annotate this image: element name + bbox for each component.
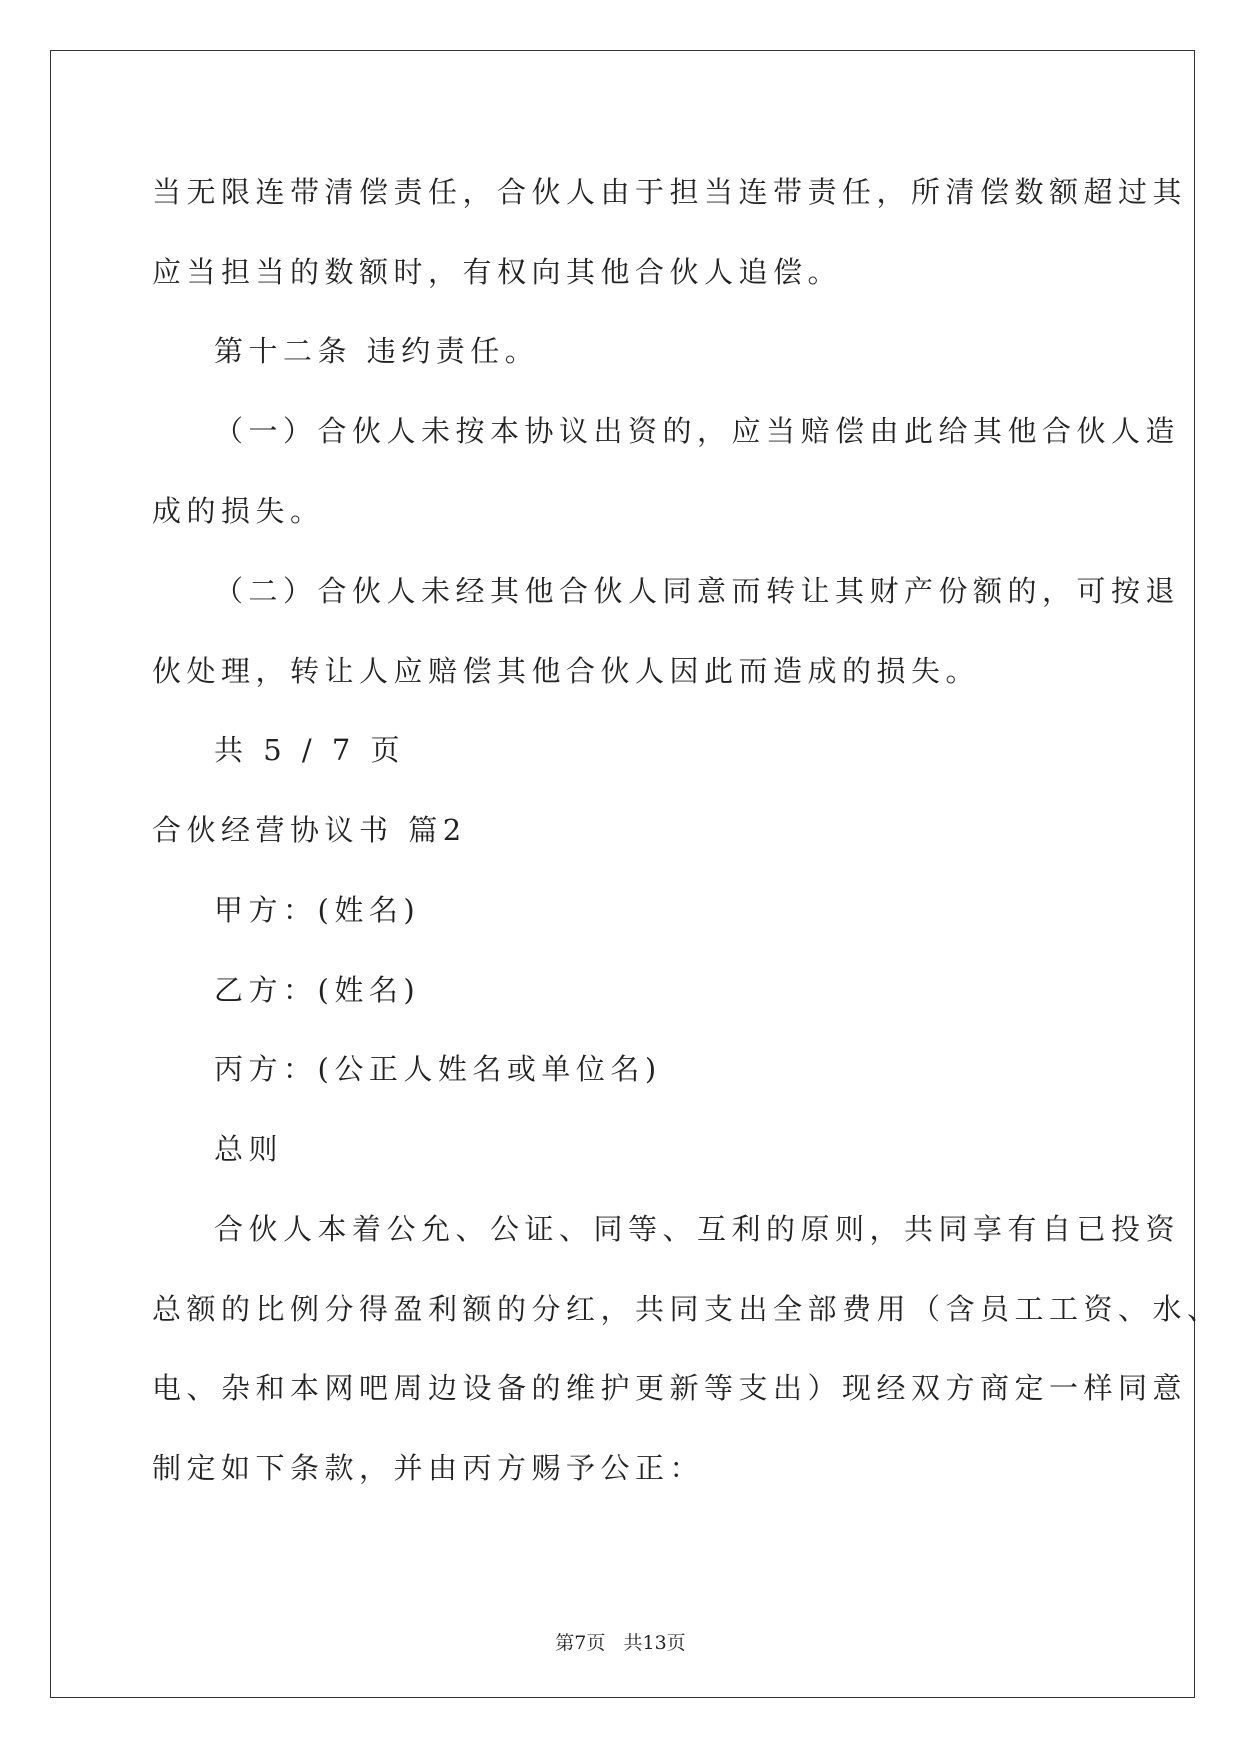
party-a: 甲方：(姓名) [214,893,421,927]
party-b: 乙方：(姓名) [214,973,421,1007]
clause-1-line-1: （一）合伙人未按本协议出资的，应当赔偿由此给其他合伙人造 [214,414,1181,448]
general-heading: 总则 [214,1132,284,1166]
clause-1-line-2: 成的损失。 [152,494,325,528]
clause-2-line-1: （二）合伙人未经其他合伙人同意而转让其财产份额的，可按退 [214,574,1181,608]
general-line-3: 电、杂和本网吧周边设备的维护更新等支出）现经双方商定一样同意 [152,1371,1188,1405]
general-line-2: 总额的比例分得盈利额的分红，共同支出全部费用（含员工工资、水、 [152,1292,1222,1326]
body-line-1: 当无限连带清偿责任，合伙人由于担当连带责任，所清偿数额超过其 [152,175,1188,209]
general-line-4: 制定如下条款，并由丙方赐予公正： [152,1451,705,1485]
general-line-1: 合伙人本着公允、公证、同等、互利的原则，共同享有自已投资 [214,1212,1181,1246]
clause-2-line-2: 伙处理，转让人应赔偿其他合伙人因此而造成的损失。 [152,654,981,688]
party-c: 丙方：(公正人姓名或单位名) [214,1052,662,1086]
section-title: 合伙经营协议书 篇2 [152,813,467,847]
page-footer: 第7页 共13页 [555,1632,686,1654]
page-count-note: 共 5 / 7 页 [214,733,406,767]
article-heading: 第十二条 违约责任。 [214,334,540,368]
body-line-2: 应当担当的数额时，有权向其他合伙人追偿。 [152,255,843,289]
